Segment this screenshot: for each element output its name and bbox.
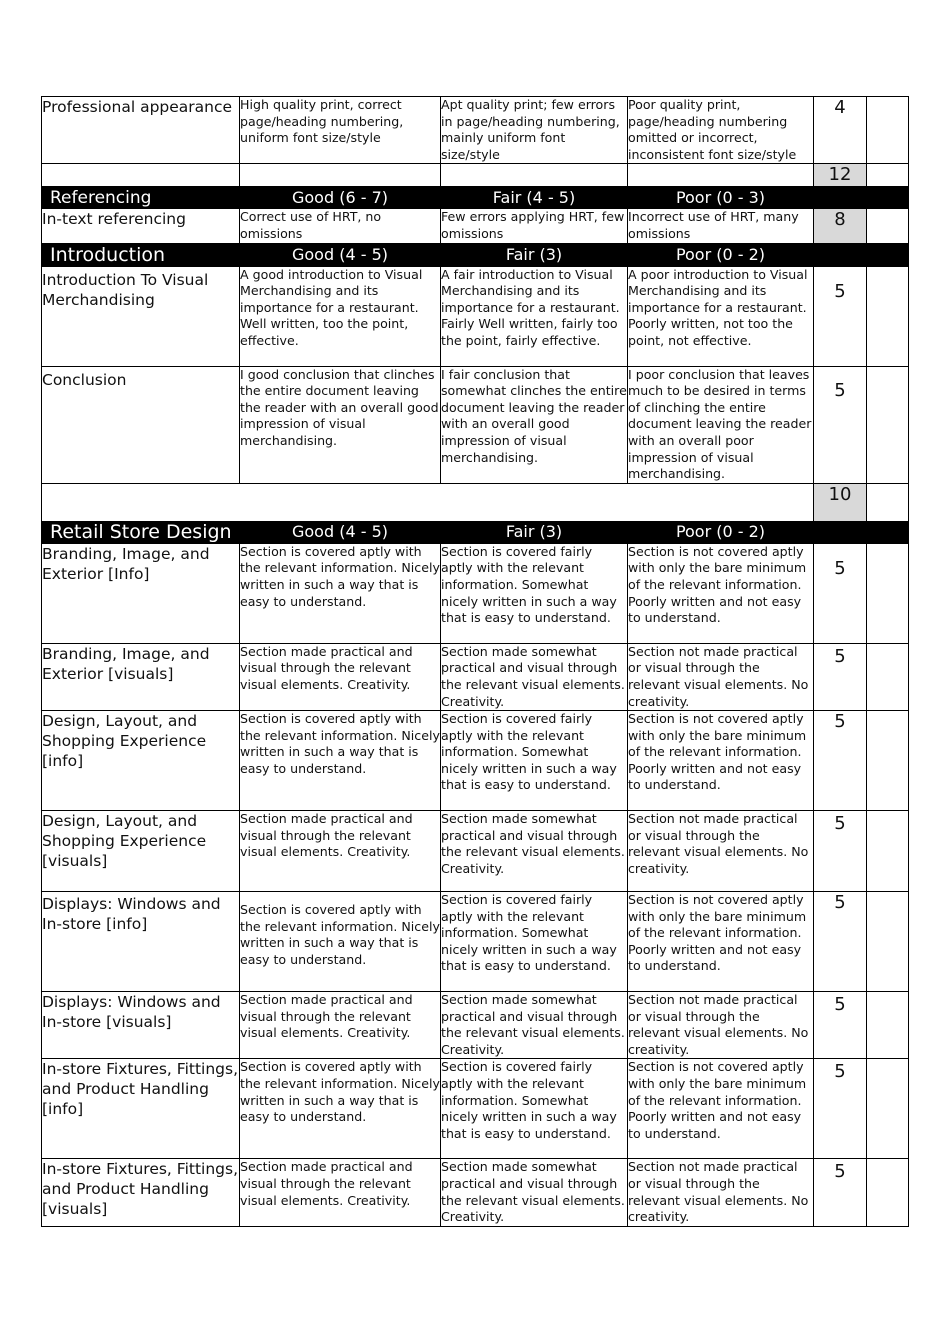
good-header: Good (6 - 7): [240, 187, 441, 209]
table-row: [42, 1059, 909, 1159]
fair-description: Section is covered fairly aptly with the relevant information. Somewhat nicely written in such a way that is easy to understand.: [441, 892, 628, 992]
criterion-cell: In-text referencing: [42, 209, 240, 243]
blank-cell: [867, 1159, 909, 1226]
blank-cell: [867, 811, 909, 892]
rubric-table: [41, 96, 909, 1227]
blank-cell: [240, 164, 441, 187]
criterion-cell: Design, Layout, and Shopping Experience [info]: [42, 711, 240, 811]
blank-cell: [867, 243, 909, 266]
fair-description: Section made somewhat practical and visual through the relevant visual elements. Creativity.: [441, 1159, 628, 1226]
table-row: [42, 811, 909, 892]
score-cell: 5: [814, 366, 867, 483]
blank-cell: [814, 187, 867, 209]
good-header: Good (4 - 5): [240, 243, 441, 266]
poor-description: Section is not covered aptly with only the bare minimum of the relevant information. Poorly written and not easy to understand.: [628, 711, 814, 811]
score-cell: 5: [814, 543, 867, 643]
poor-description: Section not made practical or visual through the relevant visual elements. No creativity.: [628, 811, 814, 892]
table-row: [42, 992, 909, 1059]
table-row: [42, 892, 909, 992]
blank-cell: [867, 209, 909, 243]
fair-description: Section is covered fairly aptly with the relevant information. Somewhat nicely written in such a way that is easy to understand.: [441, 1059, 628, 1159]
table-row: [42, 643, 909, 710]
good-description: Correct use of HRT, no omissions: [240, 209, 441, 243]
fair-description: Few errors applying HRT, few omissions: [441, 209, 628, 243]
poor-description: Section is not covered aptly with only the bare minimum of the relevant information. Poorly written and not easy to understand.: [628, 543, 814, 643]
blank-cell: [867, 543, 909, 643]
blank-cell: [628, 164, 814, 187]
blank-cell: [867, 892, 909, 992]
fair-description: Section made somewhat practical and visual through the relevant visual elements. Creativity.: [441, 811, 628, 892]
good-description: Section made practical and visual through the relevant visual elements. Creativity.: [240, 643, 441, 710]
criterion-cell: Branding, Image, and Exterior [Info]: [42, 543, 240, 643]
blank-cell: [867, 483, 909, 521]
criterion-cell: Conclusion: [42, 366, 240, 483]
score-cell: 5: [814, 1159, 867, 1226]
table-row: [42, 711, 909, 811]
table-row: [42, 266, 909, 366]
subtotal-score: 12: [814, 164, 867, 187]
blank-cell: [867, 266, 909, 366]
blank-cell: [867, 992, 909, 1059]
good-description: A good introduction to Visual Merchandising and its importance for a restaurant. Well written, too the point, effective.: [240, 266, 441, 366]
fair-header: Fair (3): [441, 243, 628, 266]
table-row: [42, 1159, 909, 1226]
criterion-cell: In-store Fixtures, Fittings, and Product Handling [info]: [42, 1059, 240, 1159]
section-header-row: [42, 243, 909, 266]
blank-cell: [867, 97, 909, 164]
poor-description: Poor quality print, page/heading numbering omitted or incorrect, inconsistent font size/style: [628, 97, 814, 164]
subtotal-row: [42, 164, 909, 187]
score-cell: 5: [814, 1059, 867, 1159]
blank-cell: [867, 521, 909, 543]
poor-description: Section not made practical or visual through the relevant visual elements. No creativity.: [628, 1159, 814, 1226]
score-cell: 8: [814, 209, 867, 243]
score-cell: 4: [814, 97, 867, 164]
section-title-introduction: Introduction: [42, 243, 240, 266]
blank-cell: [867, 643, 909, 710]
blank-cell: [867, 187, 909, 209]
poor-description: Section is not covered aptly with only the bare minimum of the relevant information. Poorly written and not easy to understand.: [628, 1059, 814, 1159]
fair-header: Fair (3): [441, 521, 628, 543]
blank-cell: [867, 366, 909, 483]
score-cell: 5: [814, 892, 867, 992]
blank-cell: [814, 521, 867, 543]
score-cell: 5: [814, 811, 867, 892]
table-row: [42, 366, 909, 483]
table-row: [42, 97, 909, 164]
score-cell: 5: [814, 992, 867, 1059]
score-cell: 5: [814, 643, 867, 710]
fair-description: Section is covered fairly aptly with the relevant information. Somewhat nicely written in such a way that is easy to understand.: [441, 711, 628, 811]
criterion-cell: Displays: Windows and In-store [visuals]: [42, 992, 240, 1059]
table-row: [42, 209, 909, 243]
blank-cell: [867, 164, 909, 187]
poor-header: Poor (0 - 3): [628, 187, 814, 209]
good-description: Section is covered aptly with the relevant information. Nicely written in such a way that is easy to understand.: [240, 711, 441, 811]
good-description: Section is covered aptly with the relevant information. Nicely written in such a way that is easy to understand.: [240, 892, 441, 992]
section-title-retail-store-design: Retail Store Design: [42, 521, 240, 543]
score-cell: 5: [814, 711, 867, 811]
good-description: Section made practical and visual through the relevant visual elements. Creativity.: [240, 1159, 441, 1226]
criterion-cell: Introduction To Visual Merchandising: [42, 266, 240, 366]
table-row: [42, 543, 909, 643]
poor-description: Incorrect use of HRT, many omissions: [628, 209, 814, 243]
good-description: Section made practical and visual through the relevant visual elements. Creativity.: [240, 992, 441, 1059]
criterion-cell: In-store Fixtures, Fittings, and Product Handling [visuals]: [42, 1159, 240, 1226]
poor-description: Section not made practical or visual through the relevant visual elements. No creativity.: [628, 992, 814, 1059]
fair-description: A fair introduction to Visual Merchandising and its importance for a restaurant. Fairly Well written, fairly too the point, fairly effective.: [441, 266, 628, 366]
score-cell: 5: [814, 266, 867, 366]
blank-cell: [42, 483, 814, 521]
blank-cell: [814, 243, 867, 266]
poor-header: Poor (0 - 2): [628, 521, 814, 543]
fair-description: Section made somewhat practical and visual through the relevant visual elements. Creativity.: [441, 643, 628, 710]
fair-description: Apt quality print; few errors in page/heading numbering, mainly uniform font size/style: [441, 97, 628, 164]
poor-description: I poor conclusion that leaves much to be desired in terms of clinching the entire document leaving the reader with an overall poor impression of visual merchandising.: [628, 366, 814, 483]
good-description: Section made practical and visual through the relevant visual elements. Creativity.: [240, 811, 441, 892]
fair-header: Fair (4 - 5): [441, 187, 628, 209]
good-description: Section is covered aptly with the relevant information. Nicely written in such a way that is easy to understand.: [240, 543, 441, 643]
section-header-row: [42, 521, 909, 543]
section-header-row: [42, 187, 909, 209]
criterion-cell: Professional appearance: [42, 97, 240, 164]
blank-cell: [441, 164, 628, 187]
poor-description: Section is not covered aptly with only the bare minimum of the relevant information. Poorly written and not easy to understand.: [628, 892, 814, 992]
criterion-cell: Displays: Windows and In-store [info]: [42, 892, 240, 992]
fair-description: Section made somewhat practical and visual through the relevant visual elements. Creativity.: [441, 992, 628, 1059]
criterion-cell: Branding, Image, and Exterior [visuals]: [42, 643, 240, 710]
fair-description: Section is covered fairly aptly with the relevant information. Somewhat nicely written in such a way that is easy to understand.: [441, 543, 628, 643]
subtotal-score: 10: [814, 483, 867, 521]
poor-header: Poor (0 - 2): [628, 243, 814, 266]
blank-cell: [867, 1059, 909, 1159]
poor-description: A poor introduction to Visual Merchandising and its importance for a restaurant. Poorly written, not too the point, not effective.: [628, 266, 814, 366]
poor-description: Section not made practical or visual through the relevant visual elements. No creativity.: [628, 643, 814, 710]
blank-cell: [867, 711, 909, 811]
fair-description: I fair conclusion that somewhat clinches the entire document leaving the reader with an overall good impression of visual merchandising.: [441, 366, 628, 483]
section-title-referencing: Referencing: [42, 187, 240, 209]
good-description: High quality print, correct page/heading numbering, uniform font size/style: [240, 97, 441, 164]
good-header: Good (4 - 5): [240, 521, 441, 543]
subtotal-row: [42, 483, 909, 521]
good-description: I good conclusion that clinches the entire document leaving the reader with an overall good impression of visual merchandising.: [240, 366, 441, 483]
good-description: Section is covered aptly with the relevant information. Nicely written in such a way that is easy to understand.: [240, 1059, 441, 1159]
criterion-cell: Design, Layout, and Shopping Experience [visuals]: [42, 811, 240, 892]
blank-cell: [42, 164, 240, 187]
